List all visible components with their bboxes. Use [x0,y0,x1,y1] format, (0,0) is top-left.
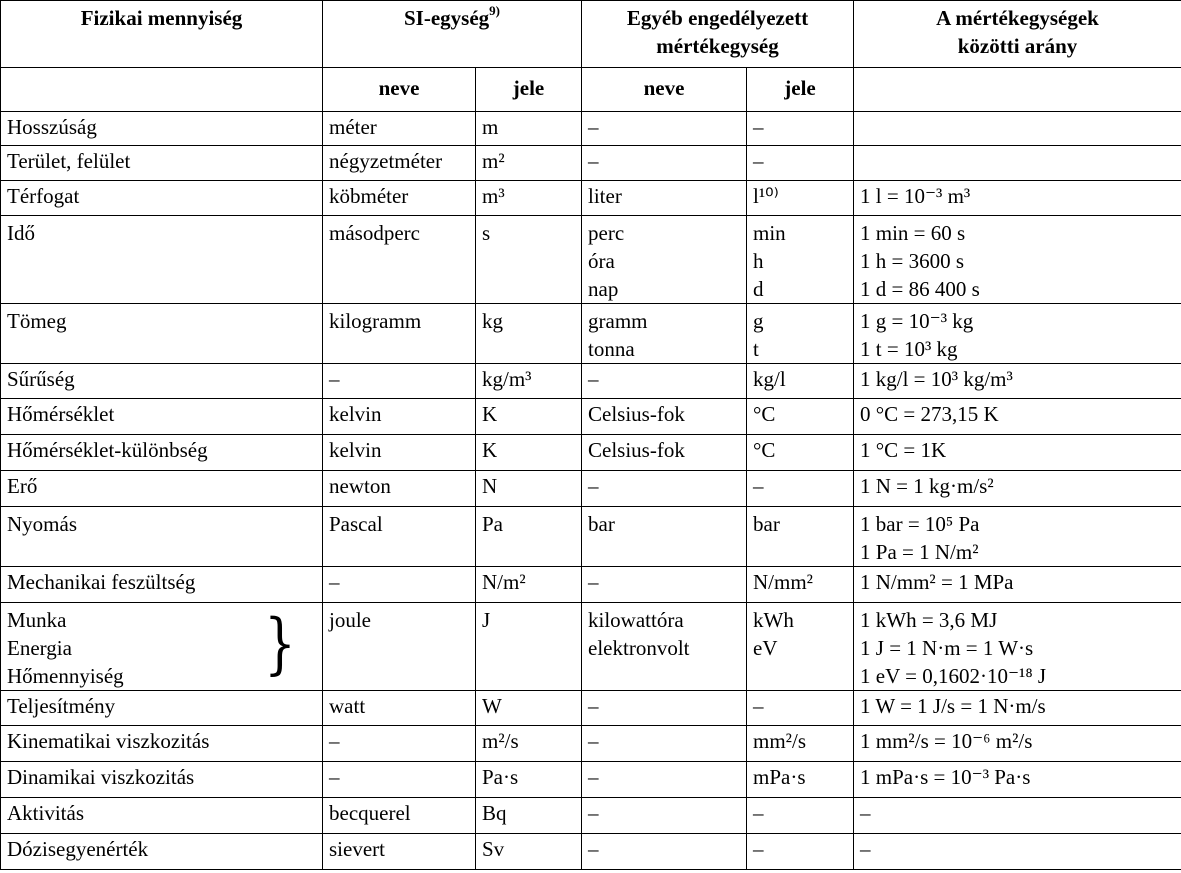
quantity-cell [1,399,323,435]
quantity-cell [1,364,323,399]
si-symbol-cell [476,146,582,181]
other-symbol-cell [747,507,854,567]
si-symbol-cell-line: Pa·s [482,765,519,789]
table-row [1,603,1181,691]
si-symbol-cell-line: m² [482,149,505,173]
si-symbol-cell-line: kg [482,309,503,333]
si-symbol-cell [476,834,582,870]
ratio-cell [854,399,1181,435]
other-name-cell-line: – [588,801,599,825]
other-name-cell [582,304,747,364]
si-name-cell-line: – [329,765,340,789]
other-symbol-cell-line: eV [753,636,778,660]
ratio-cell [854,567,1181,603]
ratio-cell [854,834,1181,870]
other-symbol-cell [747,603,854,691]
other-symbol-cell-line: g [753,309,764,333]
ratio-cell-line: 1 N/mm² = 1 MPa [860,570,1014,594]
other-symbol-cell-line: kWh [753,608,794,632]
si-name-cell [323,567,476,603]
si-symbol-cell [476,435,582,471]
si-name-cell [323,146,476,181]
si-footnote: 9) [489,3,501,18]
quantity-cell-line: Hőmérséklet [7,402,115,426]
quantity-cell-line: Mechanikai feszültség [7,570,196,594]
ratio-cell-line: 1 Pa = 1 N/m² [860,540,979,564]
other-symbol-cell-line: – [753,149,764,173]
quantity-cell [1,691,323,726]
si-name-cell [323,726,476,762]
other-name-cell [582,603,747,691]
si-name-cell-line: watt [329,694,366,718]
table-row [1,216,1181,304]
other-name-cell [582,435,747,471]
other-symbol-cell-line: – [753,801,764,825]
si-symbol-cell-line: W [482,694,502,718]
si-name-cell [323,364,476,399]
other-name-cell [582,507,747,567]
quantity-cell [1,726,323,762]
quantity-cell-line: Hosszúság [7,115,97,139]
header-other-units: Egyéb engedélyezett mértékegység [582,1,854,68]
other-name-cell-line: gramm [588,309,648,333]
other-symbol-cell [747,304,854,364]
other-symbol-cell [747,834,854,870]
ratio-cell-line: 1 J = 1 N·m = 1 W·s [860,636,1034,660]
other-name-cell [582,691,747,726]
other-symbol-cell-line: t [753,337,759,361]
quantity-cell-line: Idő [7,221,35,245]
other-symbol-cell [747,216,854,304]
si-name-cell [323,603,476,691]
ratio-cell-line: 1 W = 1 J/s = 1 N·m/s [860,694,1046,718]
other-symbol-cell [747,726,854,762]
si-name-cell-line: newton [329,474,391,498]
si-name-cell-line: kelvin [329,402,382,426]
ratio-cell-line: 1 °C = 1K [860,438,947,462]
si-name-cell [323,798,476,834]
table-row [1,726,1181,762]
quantity-cell-line: Aktivitás [7,801,84,825]
si-symbol-cell-line: Bq [482,801,507,825]
other-name-cell [582,364,747,399]
other-name-cell-line: tonna [588,337,635,361]
ratio-cell-line: 0 °C = 273,15 K [860,402,999,426]
ratio-cell-line: 1 h = 3600 s [860,249,965,273]
table-row [1,567,1181,603]
other-symbol-cell-line: – [753,837,764,861]
subheader-si-name: neve [323,68,476,112]
si-name-cell-line: – [329,570,340,594]
si-symbol-cell-line: kg/m³ [482,367,532,391]
si-name-cell-line: – [329,729,340,753]
si-symbol-cell-line: m³ [482,184,505,208]
quantity-cell [1,471,323,507]
ratio-cell [854,435,1181,471]
other-name-cell-line: kilowattóra [588,608,684,632]
si-name-cell-line: becquerel [329,801,411,825]
ratio-cell-line: 1 mm²/s = 10⁻⁶ m²/s [860,729,1033,753]
si-symbol-cell-line: K [482,438,498,462]
table-row [1,364,1181,399]
quantity-cell-line: Tömeg [7,309,67,333]
ratio-cell [854,798,1181,834]
quantity-cell [1,216,323,304]
other-symbol-cell-line: – [753,115,764,139]
ratio-cell-line: 1 kWh = 3,6 MJ [860,608,998,632]
quantity-cell-line: Kinematikai viszkozitás [7,729,210,753]
si-symbol-cell [476,304,582,364]
ratio-cell [854,216,1181,304]
si-symbol-cell-line: J [482,608,491,632]
ratio-cell [854,507,1181,567]
ratio-cell-line: 1 mPa·s = 10⁻³ Pa·s [860,765,1031,789]
table-row [1,471,1181,507]
si-name-cell-line: másodperc [329,221,420,245]
si-name-cell-line: kelvin [329,438,382,462]
other-name-cell-line: – [588,694,599,718]
subheader-empty [1,68,323,112]
other-name-cell-line: Celsius-fok [588,402,685,426]
other-symbol-cell [747,762,854,798]
other-name-cell-line: Celsius-fok [588,438,685,462]
si-name-cell-line: méter [329,115,377,139]
si-symbol-cell-line: s [482,221,491,245]
ratio-cell-line: 1 bar = 10⁵ Pa [860,512,980,536]
other-symbol-cell-line: l¹⁰⁾ [753,184,779,208]
quantity-cell-line: Teljesítmény [7,694,116,718]
ratio-cell [854,181,1181,216]
quantity-cell-line: Dózisegyenérték [7,837,149,861]
quantity-cell-line: Hőmérséklet-különbség [7,438,208,462]
other-symbol-cell-line: – [753,474,764,498]
ratio-cell-line: – [860,837,871,861]
si-name-cell [323,181,476,216]
subheader-other-name: neve [582,68,747,112]
subheader-ratio-empty [854,68,1181,112]
si-name-cell-line: joule [329,608,371,632]
other-symbol-cell [747,181,854,216]
si-symbol-cell-line: N/m² [482,570,526,594]
ratio-cell-line: 1 l = 10⁻³ m³ [860,184,971,208]
si-name-cell-line: kilogramm [329,309,422,333]
table-row [1,146,1181,181]
ratio-cell-line: – [860,801,871,825]
si-symbol-cell-line: N [482,474,498,498]
other-symbol-cell-line: °C [753,438,776,462]
ratio-cell-line [860,113,1181,141]
table-row [1,507,1181,567]
other-symbol-cell [747,471,854,507]
quantity-cell-line: Hőmennyiség [7,664,124,688]
other-name-cell [582,834,747,870]
quantity-cell [1,435,323,471]
si-name-cell [323,834,476,870]
si-name-cell [323,112,476,146]
other-name-cell-line: – [588,474,599,498]
other-symbol-cell [747,364,854,399]
quantity-cell [1,798,323,834]
si-symbol-cell [476,181,582,216]
si-symbol-cell [476,603,582,691]
quantity-cell-line: Erő [7,474,38,498]
other-symbol-cell [747,435,854,471]
other-symbol-cell-line: – [753,694,764,718]
subheader-row [1,68,1181,112]
si-symbol-cell [476,112,582,146]
other-symbol-cell-line: °C [753,402,776,426]
si-symbol-cell [476,567,582,603]
si-symbol-cell [476,507,582,567]
si-name-cell [323,399,476,435]
si-name-cell [323,507,476,567]
other-symbol-cell [747,567,854,603]
other-symbol-cell [747,798,854,834]
quantity-cell [1,507,323,567]
quantity-cell-line: Sűrűség [7,367,75,391]
table-row [1,435,1181,471]
table-row [1,691,1181,726]
other-name-cell-line: liter [588,184,622,208]
quantity-cell-line: Dinamikai viszkozitás [7,765,195,789]
header-quantity: Fizikai mennyiség [1,1,323,68]
ratio-cell [854,603,1181,691]
other-symbol-cell-line: mm²/s [753,729,806,753]
other-symbol-cell-line: min [753,221,786,245]
si-symbol-cell [476,762,582,798]
ratio-cell [854,471,1181,507]
ratio-cell [854,726,1181,762]
header-row [1,1,1181,68]
other-name-cell [582,798,747,834]
other-name-cell-line: – [588,837,599,861]
quantity-cell-line: Terület, felület [7,149,131,173]
other-name-cell-line: – [588,729,599,753]
si-symbol-cell [476,798,582,834]
ratio-cell-line [860,147,1181,175]
si-symbol-cell [476,471,582,507]
quantity-cell [1,304,323,364]
other-symbol-cell-line: N/mm² [753,570,813,594]
si-symbol-cell-line: Sv [482,837,505,861]
si-name-cell [323,216,476,304]
table-row [1,762,1181,798]
quantity-cell-line: Energia [7,636,72,660]
si-symbol-cell [476,216,582,304]
table-row [1,798,1181,834]
other-name-cell-line: – [588,367,599,391]
quantity-cell [1,834,323,870]
other-symbol-cell-line: mPa·s [753,765,806,789]
other-symbol-cell [747,399,854,435]
table-row [1,834,1181,870]
quantity-cell-line: Munka [7,608,67,632]
quantity-cell-line: Térfogat [7,184,80,208]
si-name-cell-line: köbméter [329,184,409,208]
ratio-cell-line: 1 g = 10⁻³ kg [860,309,974,333]
other-name-cell-line: – [588,570,599,594]
quantity-cell [1,112,323,146]
other-name-cell-line: bar [588,512,615,536]
ratio-cell-line: 1 t = 10³ kg [860,337,958,361]
table-row [1,399,1181,435]
other-name-cell [582,181,747,216]
other-name-cell-line: – [588,149,599,173]
si-name-cell [323,304,476,364]
subheader-other-symbol: jele [747,68,854,112]
si-symbol-cell [476,364,582,399]
table-row [1,181,1181,216]
other-symbol-cell [747,146,854,181]
ratio-cell [854,364,1181,399]
other-symbol-cell-line: h [753,249,764,273]
other-name-cell-line: elektronvolt [588,636,690,660]
si-name-cell-line: Pascal [329,512,383,536]
si-name-cell-line: – [329,367,340,391]
quantity-cell [1,146,323,181]
ratio-cell-line: 1 N = 1 kg·m/s² [860,474,994,498]
quantity-cell [1,567,323,603]
other-name-cell [582,726,747,762]
ratio-cell [854,146,1181,181]
header-ratio: A mértékegységek közötti arány [854,1,1181,68]
other-symbol-cell-line: bar [753,512,780,536]
other-name-cell [582,216,747,304]
ratio-cell [854,691,1181,726]
si-symbol-cell-line: K [482,402,498,426]
si-name-cell [323,762,476,798]
si-symbol-cell [476,399,582,435]
other-name-cell-line: nap [588,277,619,301]
ratio-cell [854,762,1181,798]
ratio-cell-line: 1 kg/l = 10³ kg/m³ [860,367,1013,391]
si-name-cell-line: sievert [329,837,385,861]
subheader-si-symbol: jele [476,68,582,112]
other-name-cell [582,471,747,507]
ratio-cell-line: 1 eV = 0,1602·10⁻¹⁸ J [860,664,1047,688]
other-name-cell [582,399,747,435]
ratio-cell [854,304,1181,364]
brace-symbol: } [264,605,296,682]
si-symbol-cell [476,691,582,726]
other-name-cell-line: – [588,765,599,789]
other-symbol-cell [747,691,854,726]
quantity-cell [1,181,323,216]
header-si: SI-egység$^{9)}$ [323,1,582,68]
quantity-cell [1,603,323,691]
si-name-cell [323,691,476,726]
si-name-cell-line: négyzetméter [329,149,443,173]
other-name-cell [582,762,747,798]
other-name-cell [582,112,747,146]
si-name-cell [323,435,476,471]
ratio-cell [854,112,1181,146]
other-name-cell-line: – [588,115,599,139]
ratio-cell-line: 1 d = 86 400 s [860,277,980,301]
other-name-cell [582,146,747,181]
si-name-cell [323,471,476,507]
other-symbol-cell [747,112,854,146]
quantity-cell [1,762,323,798]
ratio-cell-line: 1 min = 60 s [860,221,966,245]
table-row [1,112,1181,146]
si-symbol-cell-line: m²/s [482,729,519,753]
quantity-cell-line: Nyomás [7,512,77,536]
other-name-cell-line: perc [588,221,625,245]
table-row [1,304,1181,364]
other-symbol-cell-line: kg/l [753,367,786,391]
si-symbol-cell-line: Pa [482,512,503,536]
si-symbol-cell [476,726,582,762]
other-name-cell-line: óra [588,249,615,273]
other-name-cell [582,567,747,603]
other-symbol-cell-line: d [753,277,764,301]
si-symbol-cell-line: m [482,115,499,139]
